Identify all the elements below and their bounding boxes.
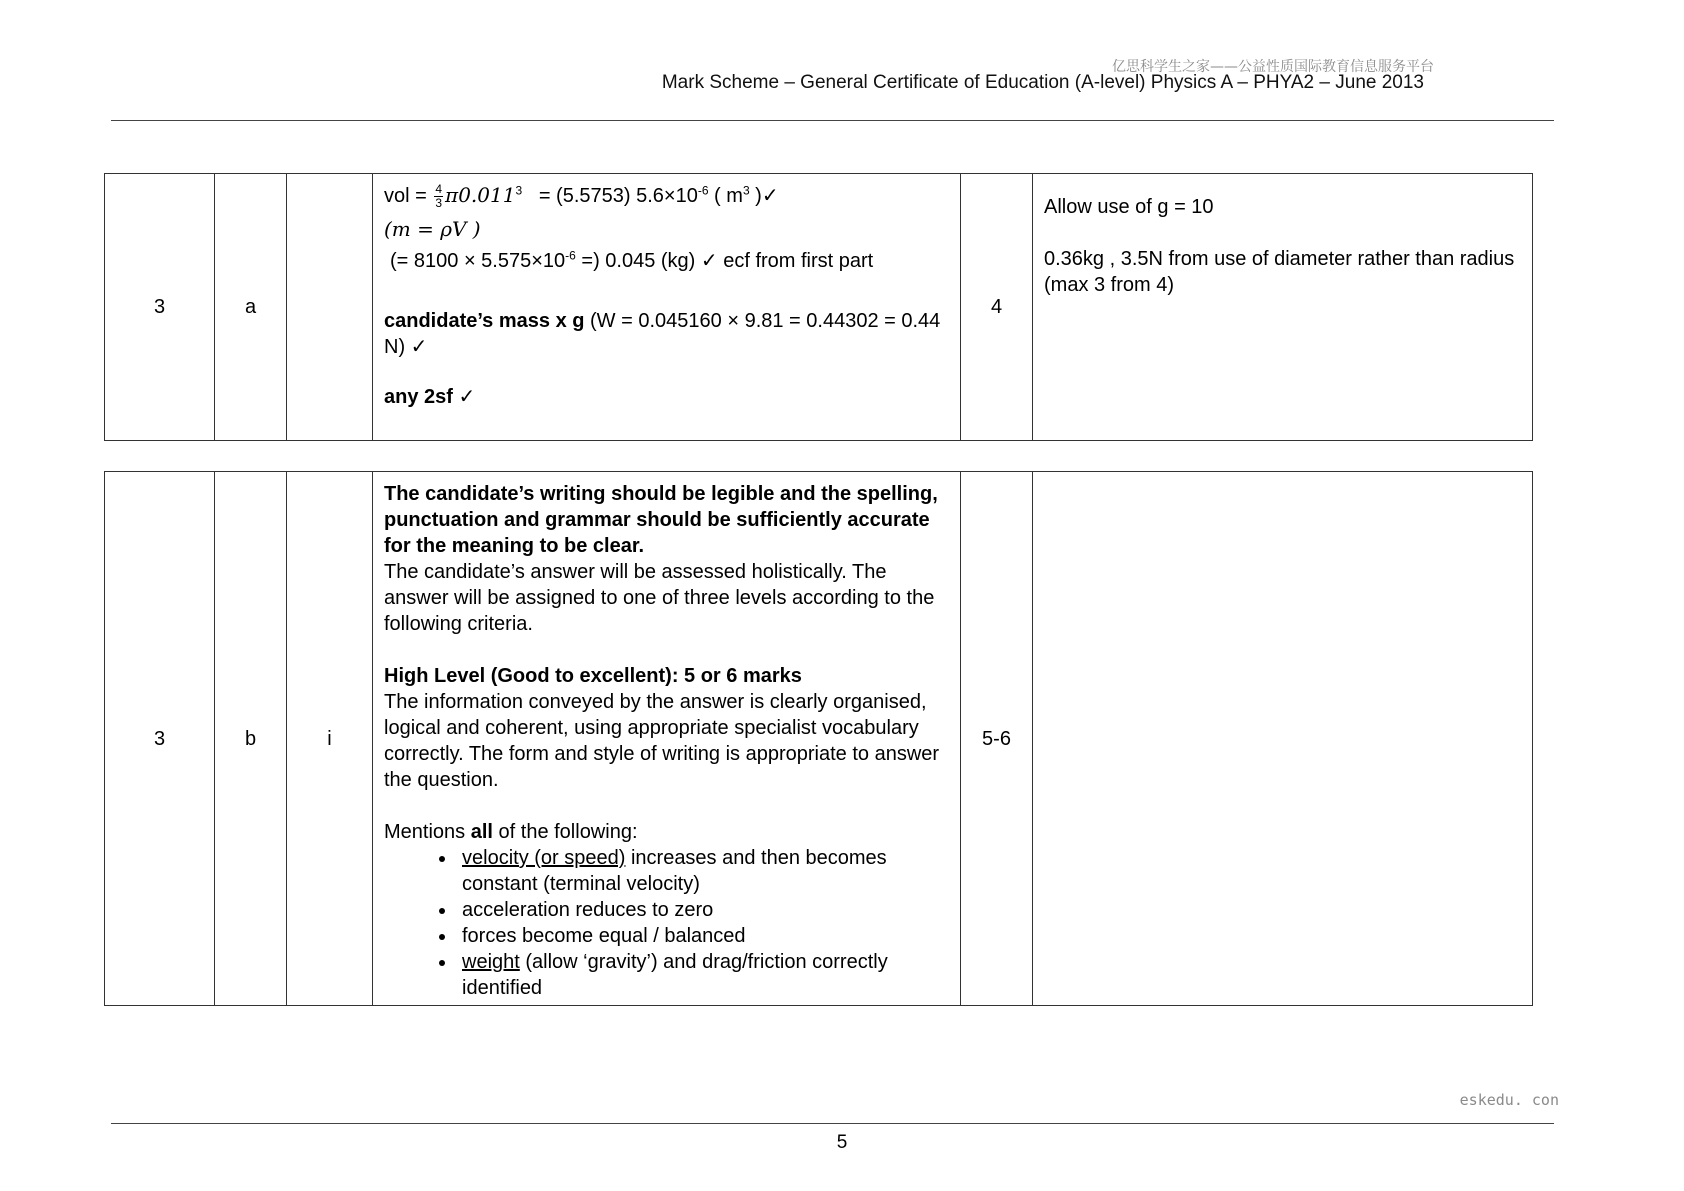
page-number: 5 (836, 1132, 848, 1153)
question-part: a (215, 174, 287, 441)
list-item: • forces become equal / balanced (457, 923, 950, 949)
footer-divider (111, 1123, 1554, 1124)
question-part: b (215, 472, 287, 1006)
sig-fig-line: any 2sf ✓ (384, 386, 476, 409)
qwc-statement: The candidate’s writing should be legible and the spelling, punctuation and grammar should be sufficiently accurate for the meaning to be clear. (384, 483, 938, 557)
question-number: 3 (105, 174, 215, 441)
volume-line: vol = $\frac{4}{3}$ π0.011$^3$ = (5.5753) $5.6\times 10^{-6}$ ( $m^3$ )✓ (384, 182, 779, 211)
guidance-note: Allow use of g = 10 (1044, 196, 1214, 218)
question-number: 3 (105, 472, 215, 1006)
list-item: • acceleration reduces to zero (457, 897, 950, 923)
question-subpart: i (287, 472, 373, 1006)
guidance-cell (1033, 472, 1533, 1006)
mass-formula: (m = ρV ) (384, 217, 481, 242)
table-row (105, 174, 1533, 441)
footer-watermark: eskedu. con (1459, 1091, 1559, 1109)
question-subpart (287, 174, 373, 441)
mark-table-3a (104, 173, 1533, 441)
header-watermark: 亿思科学生之家——公益性质国际教育信息服务平台 (1112, 59, 1434, 75)
level-description: The information conveyed by the answer is clearly organised, logical and coherent, using appropriate specialist vocabulary correctly. The form and style of writing is appropriate to answer the question. (384, 691, 940, 791)
list-item: • weight (allow ‘gravity’) and drag/friction correctly identified (457, 949, 950, 1001)
answer-cell (373, 472, 961, 1006)
marks-cell: 4 (961, 174, 1033, 441)
weight-calculation: candidate’s mass x g (W = 0.045160 × 9.81 = 0.44302 = 0.44 N) ✓ (384, 310, 941, 359)
answer-cell (373, 174, 961, 441)
table-row (105, 472, 1533, 1006)
marks-cell: 5-6 (961, 472, 1033, 1006)
level-heading: High Level (Good to excellent): 5 or 6 marks (384, 665, 802, 687)
guidance-note: 0.36kg , 3.5N from use of diameter rather than radius (max 3 from 4) (1044, 248, 1515, 296)
list-item: • velocity (or speed) increases and then becomes constant (terminal velocity) (457, 845, 950, 897)
mark-table-3bi (104, 471, 1533, 1006)
mass-calculation: (= $8100 \times 5.575\times 10^{-6}$ =) 0.045 (kg) ✓ ecf from first part (390, 248, 874, 273)
criteria-list (384, 845, 950, 1001)
qwc-assessment: The candidate’s answer will be assessed holistically. The answer will be assigned to one of three levels according to the following criteria. (384, 561, 935, 635)
four-thirds-fraction: $\frac{4}{3}$ (435, 182, 443, 211)
page-header-title: Mark Scheme – General Certificate of Education (A-level) Physics A – PHYA2 – June 2013 (661, 72, 1424, 93)
header-divider (111, 120, 1554, 121)
mentions-intro: Mentions all of the following: (384, 821, 638, 843)
guidance-cell (1033, 174, 1533, 441)
